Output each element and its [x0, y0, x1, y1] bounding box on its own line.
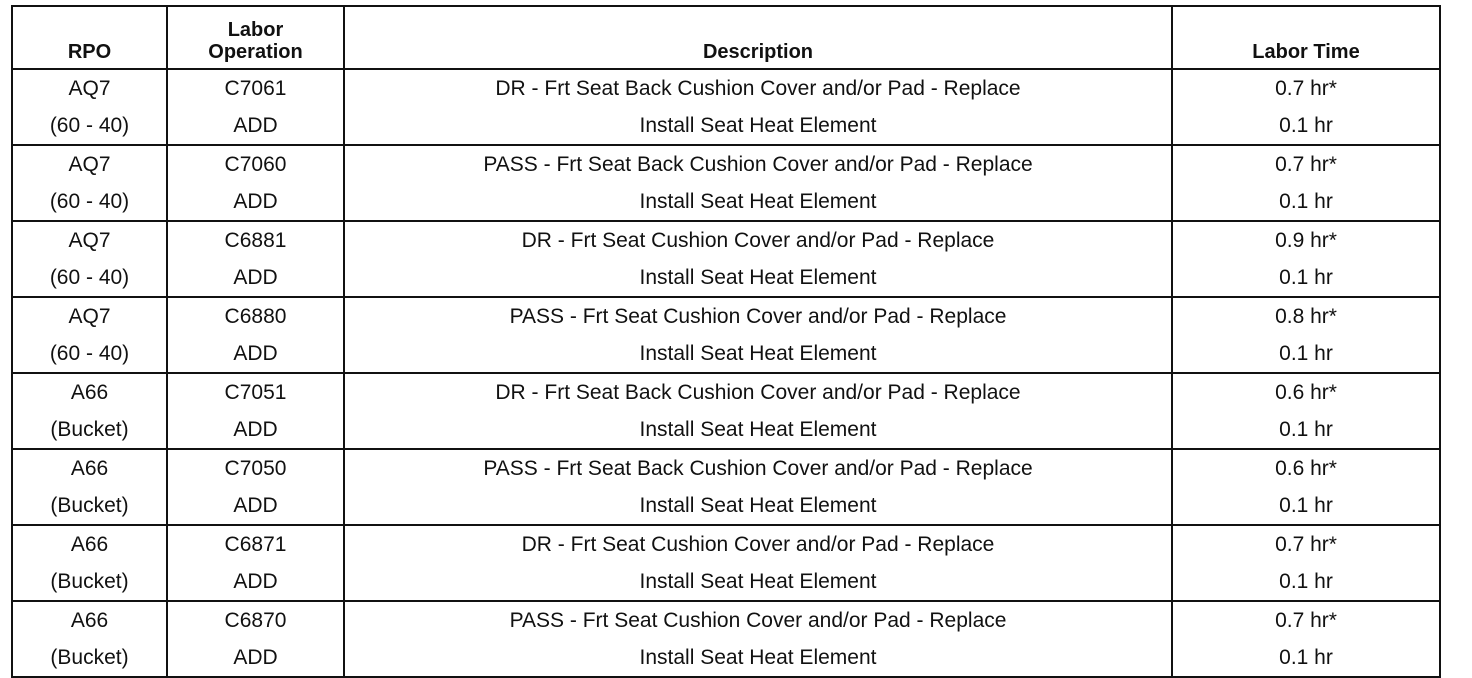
add-description-cell: Install Seat Heat Element — [344, 487, 1172, 525]
rpo-cell: A66 — [12, 525, 167, 563]
table-row-add — [12, 487, 1440, 525]
rpo-cell: AQ7 — [12, 297, 167, 335]
table-row — [12, 69, 1440, 107]
add-operation-cell: ADD — [167, 183, 344, 221]
description-cell: DR - Frt Seat Cushion Cover and/or Pad - Replace — [344, 525, 1172, 563]
header-labor-operation-line2: Operation — [208, 41, 303, 63]
add-labor-time-cell: 0.1 hr — [1172, 563, 1440, 601]
rpo-cell: AQ7 — [12, 221, 167, 259]
add-labor-time-cell: 0.1 hr — [1172, 487, 1440, 525]
operation-cell: C6881 — [167, 221, 344, 259]
rpo-cell: A66 — [12, 449, 167, 487]
table-row-add — [12, 259, 1440, 297]
add-description-cell: Install Seat Heat Element — [344, 563, 1172, 601]
operation-cell: C7061 — [167, 69, 344, 107]
table-row-add — [12, 183, 1440, 221]
add-labor-time-cell: 0.1 hr — [1172, 335, 1440, 373]
table-row-add — [12, 563, 1440, 601]
header-description: Description — [344, 6, 1172, 69]
header-labor-time: Labor Time — [1172, 6, 1440, 69]
labor-time-table — [11, 5, 1441, 678]
table-row — [12, 601, 1440, 639]
rpo-cell: A66 — [12, 373, 167, 411]
operation-cell: C6880 — [167, 297, 344, 335]
rpo-cell: AQ7 — [12, 145, 167, 183]
rpo-detail-cell: (Bucket) — [12, 411, 167, 449]
rpo-detail-cell: (Bucket) — [12, 639, 167, 677]
description-cell: PASS - Frt Seat Back Cushion Cover and/or Pad - Replace — [344, 449, 1172, 487]
add-operation-cell: ADD — [167, 639, 344, 677]
rpo-detail-cell: (60 - 40) — [12, 183, 167, 221]
operation-cell: C7060 — [167, 145, 344, 183]
rpo-detail-cell: (60 - 40) — [12, 335, 167, 373]
labor-time-cell: 0.6 hr* — [1172, 449, 1440, 487]
add-operation-cell: ADD — [167, 411, 344, 449]
rpo-detail-cell: (Bucket) — [12, 487, 167, 525]
description-cell: DR - Frt Seat Back Cushion Cover and/or Pad - Replace — [344, 69, 1172, 107]
table-row-add — [12, 411, 1440, 449]
table-row — [12, 297, 1440, 335]
operation-cell: C7050 — [167, 449, 344, 487]
add-operation-cell: ADD — [167, 107, 344, 145]
table-row — [12, 525, 1440, 563]
table-row — [12, 145, 1440, 183]
add-description-cell: Install Seat Heat Element — [344, 107, 1172, 145]
table-row-add — [12, 335, 1440, 373]
table-body — [12, 69, 1440, 677]
operation-cell: C7051 — [167, 373, 344, 411]
description-cell: DR - Frt Seat Back Cushion Cover and/or Pad - Replace — [344, 373, 1172, 411]
table-row — [12, 449, 1440, 487]
add-operation-cell: ADD — [167, 259, 344, 297]
header-labor-operation-line1: Labor — [227, 19, 284, 41]
header-rpo: RPO — [12, 6, 167, 69]
operation-cell: C6870 — [167, 601, 344, 639]
labor-time-cell: 0.8 hr* — [1172, 297, 1440, 335]
add-description-cell: Install Seat Heat Element — [344, 183, 1172, 221]
labor-time-cell: 0.9 hr* — [1172, 221, 1440, 259]
add-operation-cell: ADD — [167, 487, 344, 525]
add-operation-cell: ADD — [167, 563, 344, 601]
rpo-detail-cell: (60 - 40) — [12, 107, 167, 145]
add-description-cell: Install Seat Heat Element — [344, 639, 1172, 677]
labor-time-cell: 0.7 hr* — [1172, 601, 1440, 639]
table-row-add — [12, 639, 1440, 677]
header-labor-operation — [167, 6, 344, 69]
add-operation-cell: ADD — [167, 335, 344, 373]
add-labor-time-cell: 0.1 hr — [1172, 639, 1440, 677]
rpo-cell: A66 — [12, 601, 167, 639]
add-description-cell: Install Seat Heat Element — [344, 259, 1172, 297]
add-labor-time-cell: 0.1 hr — [1172, 183, 1440, 221]
rpo-detail-cell: (Bucket) — [12, 563, 167, 601]
add-labor-time-cell: 0.1 hr — [1172, 411, 1440, 449]
description-cell: PASS - Frt Seat Cushion Cover and/or Pad - Replace — [344, 601, 1172, 639]
operation-cell: C6871 — [167, 525, 344, 563]
description-cell: PASS - Frt Seat Back Cushion Cover and/or Pad - Replace — [344, 145, 1172, 183]
table-row — [12, 221, 1440, 259]
labor-time-cell: 0.7 hr* — [1172, 145, 1440, 183]
table-header — [12, 6, 1440, 69]
table-row — [12, 373, 1440, 411]
header-row — [12, 6, 1440, 69]
description-cell: DR - Frt Seat Cushion Cover and/or Pad - Replace — [344, 221, 1172, 259]
labor-time-cell: 0.7 hr* — [1172, 525, 1440, 563]
table-row-add — [12, 107, 1440, 145]
add-labor-time-cell: 0.1 hr — [1172, 259, 1440, 297]
description-cell: PASS - Frt Seat Cushion Cover and/or Pad - Replace — [344, 297, 1172, 335]
rpo-cell: AQ7 — [12, 69, 167, 107]
add-description-cell: Install Seat Heat Element — [344, 335, 1172, 373]
add-labor-time-cell: 0.1 hr — [1172, 107, 1440, 145]
labor-time-cell: 0.7 hr* — [1172, 69, 1440, 107]
add-description-cell: Install Seat Heat Element — [344, 411, 1172, 449]
labor-time-cell: 0.6 hr* — [1172, 373, 1440, 411]
rpo-detail-cell: (60 - 40) — [12, 259, 167, 297]
